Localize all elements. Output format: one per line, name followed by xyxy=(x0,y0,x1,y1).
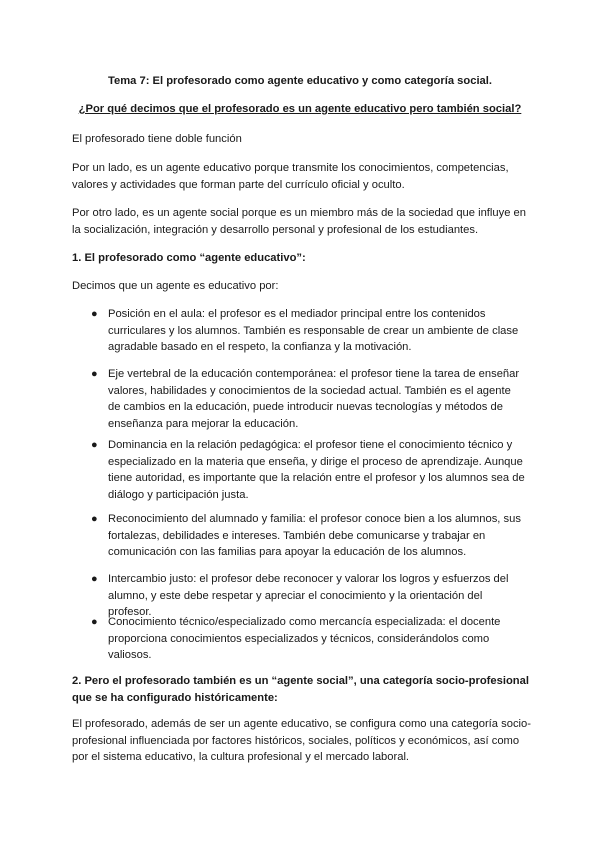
list-item xyxy=(91,366,526,432)
section-2-heading: 2. Pero el profesorado también es un “agente social”, una categoría socio-profesional que se ha configurado históricamente: xyxy=(72,675,529,704)
bullet-icon: ● xyxy=(91,616,98,628)
list-item xyxy=(91,511,526,561)
list-item-text: Posición en el aula: el profesor es el mediador principal entre los contenidos curriculares y los alumnos. También es responsable de crear un ambiente de clase agradable basado en el respeto, la confianza y la motivación. xyxy=(108,308,519,353)
bullet-icon: ● xyxy=(91,308,98,320)
list-item xyxy=(91,306,526,356)
list-item-text: Eje vertebral de la educación contemporánea: el profesor tiene la tarea de enseñar valores, habilidades y conocimientos de la sociedad actual. También es el agente de cambios en la educación, puede introducir nuevas tecnologías y métodos de enseñanza para mejorar la educación. xyxy=(108,368,520,430)
bullet-icon: ● xyxy=(91,439,98,451)
list-item xyxy=(91,614,526,664)
bullet-icon: ● xyxy=(91,573,98,585)
educational-agent-paragraph: Por un lado, es un agente educativo porque transmite los conocimientos, competencias, valores y actividades que forman parte del currículo oficial y oculto. xyxy=(72,162,509,191)
section-1-heading: 1. El profesorado como “agente educativo”: xyxy=(72,252,306,264)
intro-paragraph: El profesorado tiene doble función xyxy=(72,133,242,145)
bullet-icon: ● xyxy=(91,368,98,380)
list-item-text: Reconocimiento del alumnado y familia: el profesor conoce bien a los alumnos, sus fortalezas, debilidades e intereses. También debe comunicarse y trabajar en comunicación con las familias para apoyar la educación de los alumnos. xyxy=(108,513,521,558)
bullet-icon: ● xyxy=(91,513,98,525)
document-title: Tema 7: El profesorado como agente educativo y como categoría social. xyxy=(107,75,492,87)
list-item-text: Intercambio justo: el profesor debe reconocer y valorar los logros y esfuerzos del alumno, y este debe respetar y apreciar el conocimiento y la orientación del profesor. xyxy=(108,573,509,618)
section-1-intro: Decimos que un agente es educativo por: xyxy=(72,280,279,292)
list-item xyxy=(91,437,526,503)
list-item-text: Conocimiento técnico/especializado como mercancía especializada: el docente proporciona conocimientos especializados y técnicos, considerándolos como valiosos. xyxy=(108,616,501,661)
document-subtitle: ¿Por qué decimos que el profesorado es un agente educativo pero también social? xyxy=(78,103,522,115)
social-agent-paragraph: Por otro lado, es un agente social porque es un miembro más de la sociedad que influye en la socialización, integración y desarrollo personal y profesional de los estudiantes. xyxy=(72,207,526,236)
list-item-text: Dominancia en la relación pedagógica: el profesor tiene el conocimiento técnico y especializado en la materia que enseña, y dirige el proceso de aprendizaje. Aunque tiene autoridad, es importante que la relación entre el profesor y los alumnos sea de diálogo y participación justa. xyxy=(108,439,525,501)
section-2-paragraph: El profesorado, además de ser un agente educativo, se configura como una categoría socio-profesional influenciada por factores históricos, sociales, políticos y económicos, así como por el sistema educativo, la cultura profesional y el mercado laboral. xyxy=(72,718,531,763)
